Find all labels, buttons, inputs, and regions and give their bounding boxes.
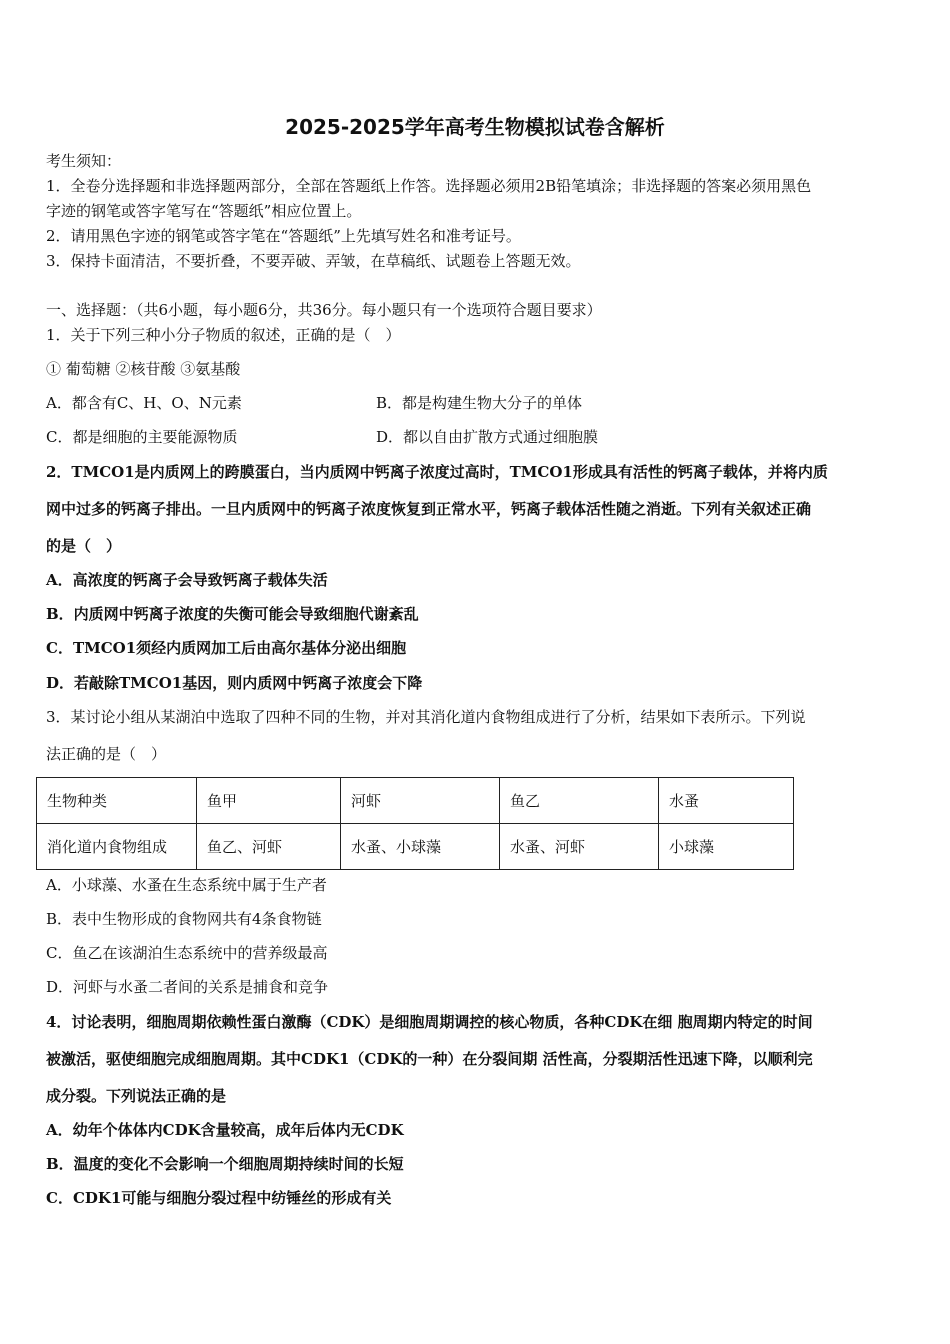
q4-stem-line-2: 被激活，驱使细胞完成细胞周期。其中CDK1（CDK的一种）在分裂间期 活性高，分裂期活性迅速下降，以顺利完 [46, 1050, 813, 1068]
q3-option-c: C．鱼乙在该湖泊生态系统中的营养级最高 [46, 944, 328, 962]
q4-option-a: A．幼年个体体内CDK含量较高，成年后体内无CDK [46, 1121, 404, 1139]
table-cell: 鱼乙、河虾 [197, 824, 341, 870]
q1-items: ① 葡萄糖 ②核苷酸 ③氨基酸 [46, 360, 241, 378]
q3-stem-line-2: 法正确的是（ ） [46, 745, 167, 763]
table-cell: 水蚤、小球藻 [341, 824, 500, 870]
page-title: 2025-2025学年高考生物模拟试卷含解析 [285, 115, 665, 139]
table-cell: 鱼乙 [500, 778, 659, 824]
q3-option-a: A．小球藻、水蚤在生态系统中属于生产者 [46, 876, 327, 894]
q1-option-a: A．都含有C、H、O、N元素 [46, 394, 242, 412]
section-heading: 一、选择题：（共6小题，每小题6分，共36分。每小题只有一个选项符合题目要求） [46, 301, 602, 319]
q2-stem-line-2: 网中过多的钙离子排出。一旦内质网中的钙离子浓度恢复到正常水平，钙离子载体活性随之消逝。下列有关叙述正确 [46, 500, 812, 518]
table-row [37, 778, 794, 824]
q4-stem-line-1: 4．讨论表明，细胞周期依赖性蛋白激酶（CDK）是细胞周期调控的核心物质，各种CDK在细 胞周期内特定的时间 [46, 1013, 813, 1031]
q2-option-d: D．若敲除TMCO1基因，则内质网中钙离子浓度会下降 [46, 674, 423, 692]
table-cell: 生物种类 [37, 778, 197, 824]
q2-stem-line-3: 的是（ ） [46, 537, 122, 555]
table-row [37, 824, 794, 870]
notice-item-3: 3．保持卡面清洁，不要折叠，不要弄破、弄皱，在草稿纸、试题卷上答题无效。 [46, 252, 581, 270]
table-cell: 水蚤、河虾 [500, 824, 659, 870]
q3-stem-line-1: 3．某讨论小组从某湖泊中选取了四种不同的生物，并对其消化道内食物组成进行了分析，结果如下表所示。下列说 [46, 708, 806, 726]
q4-stem-line-3: 成分裂。下列说法正确的是 [46, 1087, 227, 1105]
q2-option-b: B．内质网中钙离子浓度的失衡可能会导致细胞代谢紊乱 [46, 605, 419, 623]
notice-item-1-line-1: 1．全卷分选择题和非选择题两部分，全部在答题纸上作答。选择题必须用2B铅笔填涂；非选择题的答案必须用黑色 [46, 177, 812, 195]
notice-item-1-line-2: 字迹的钢笔或答字笔写在“答题纸”相应位置上。 [46, 202, 362, 220]
table-cell: 小球藻 [659, 824, 794, 870]
q4-option-c: C．CDK1可能与细胞分裂过程中纺锤丝的形成有关 [46, 1189, 392, 1207]
q4-option-b: B．温度的变化不会影响一个细胞周期持续时间的长短 [46, 1155, 404, 1173]
q2-option-a: A．高浓度的钙离子会导致钙离子载体失活 [46, 571, 328, 589]
q2-stem-line-1: 2．TMCO1是内质网上的跨膜蛋白，当内质网中钙离子浓度过高时，TMCO1形成具有活性的钙离子载体，并将内质 [46, 463, 828, 481]
q3-option-d: D．河虾与水蚤二者间的关系是捕食和竞争 [46, 978, 329, 996]
q1-stem: 1．关于下列三种小分子物质的叙述，正确的是（ ） [46, 326, 401, 344]
notice-heading: 考生须知： [46, 152, 122, 170]
table-cell: 消化道内食物组成 [37, 824, 197, 870]
q1-option-c: C．都是细胞的主要能源物质 [46, 428, 238, 446]
q1-option-b: B．都是构建生物大分子的单体 [376, 394, 583, 412]
q3-option-b: B．表中生物形成的食物网共有4条食物链 [46, 910, 322, 928]
table-cell: 河虾 [341, 778, 500, 824]
notice-item-2: 2．请用黑色字迹的钢笔或答字笔在“答题纸”上先填写姓名和准考证号。 [46, 227, 521, 245]
table-cell: 鱼甲 [197, 778, 341, 824]
table-cell: 水蚤 [659, 778, 794, 824]
food-composition-table [36, 777, 794, 870]
q2-option-c: C．TMCO1须经内质网加工后由高尔基体分泌出细胞 [46, 639, 407, 657]
q1-option-d: D．都以自由扩散方式通过细胞膜 [376, 428, 599, 446]
